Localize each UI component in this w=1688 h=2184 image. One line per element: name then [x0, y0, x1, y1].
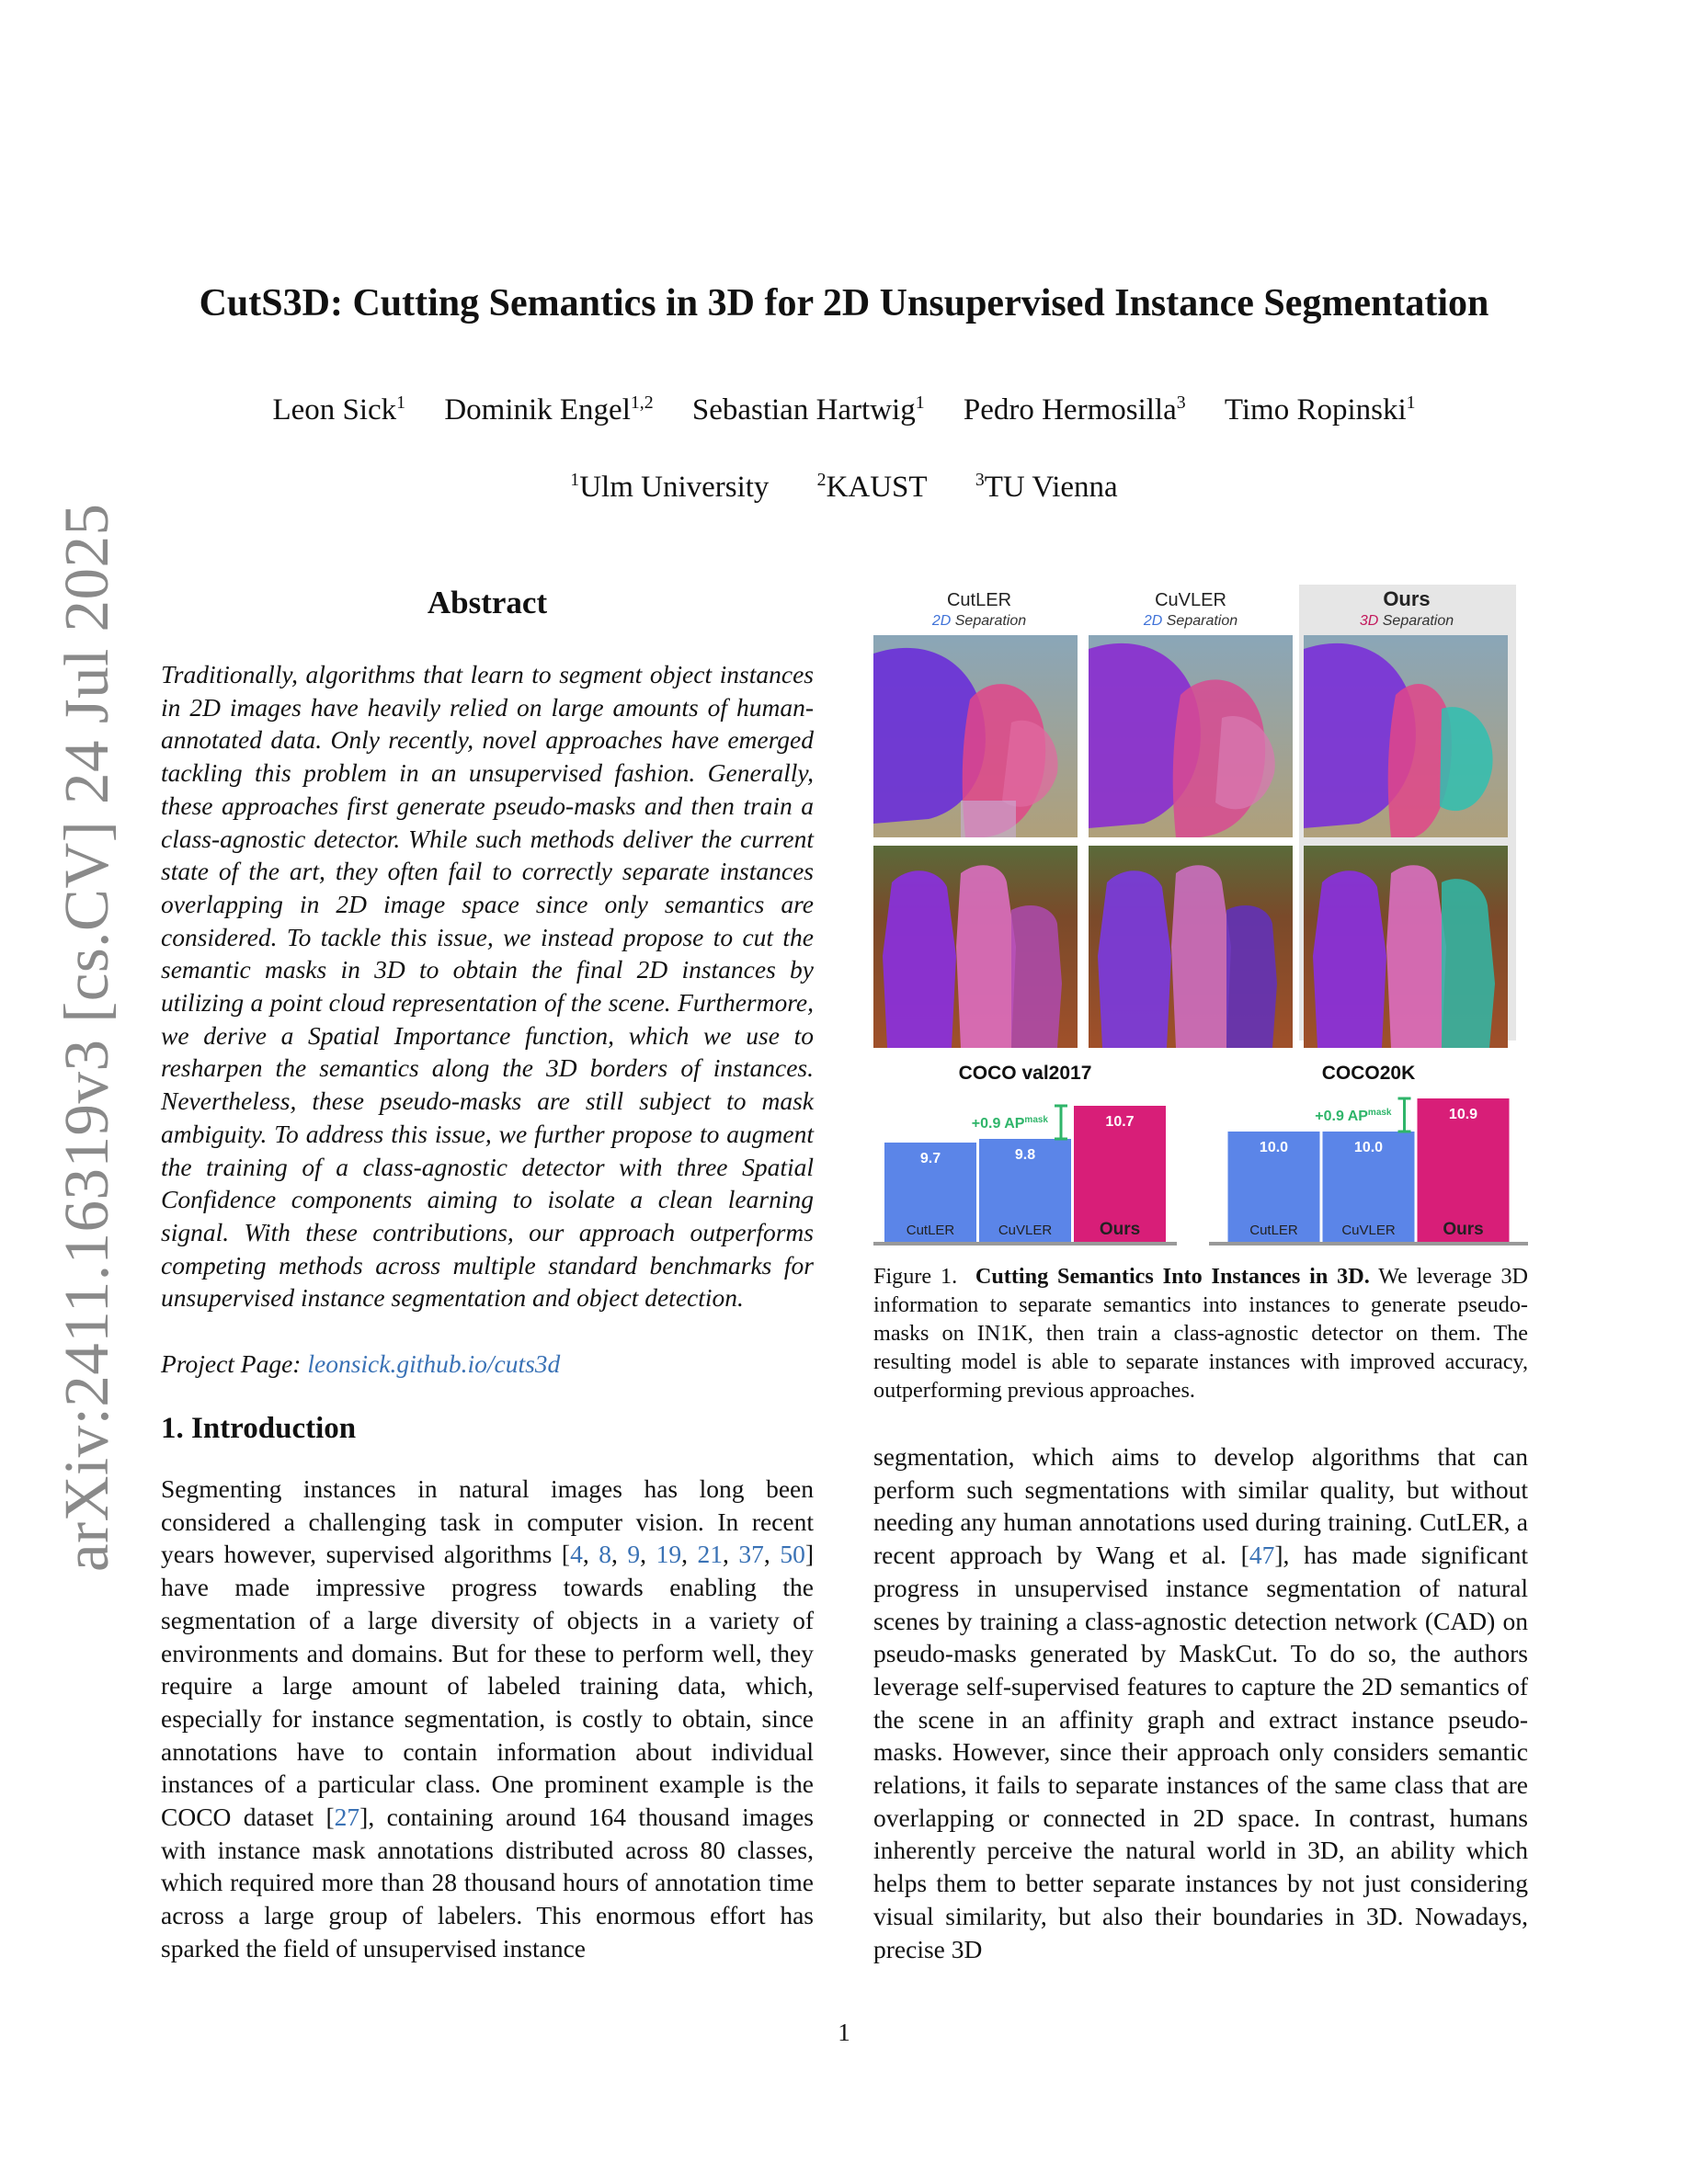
- citation-link[interactable]: 8: [599, 1540, 611, 1569]
- affiliation-list: [0, 471, 1688, 505]
- dim-label: 2D: [1143, 613, 1163, 629]
- author: Leon Sick$^1$: [272, 392, 406, 427]
- bar-category-label: CuVLER: [998, 1223, 1053, 1238]
- separation-label: Separation: [954, 613, 1027, 629]
- project-page-link[interactable]: leonsick.github.io/cuts3d: [307, 1349, 561, 1378]
- introduction-paragraph-continued: segmentation, which aims to develop algorithms that can perform such segmentations with similar quality, but without needing any human annotations used during training. CutLER, a recent approach by Wang et al. [47], has made significant progress in unsupervised instance segmentation of natural scenes by training a class-agnostic detection network (CAD) on pseudo-masks generated by MaskCut. To do so, the authors leverage self-supervised features to capture the 2D semantics of the scene in an affinity graph and extract instance pseudo-masks. However, since their approach only considers semantic relations, it fails to separate instances of the same class that are overlapping or connected in 2D space. In contrast, humans inherently perceive the natural world in 3D, an ability which helps them to better separate instances by not just considering visual similarity, but also their boundaries in 3D. Nowadays, precise 3D: [873, 1442, 1528, 1963]
- bar-value-label: 10.9: [1448, 1107, 1478, 1122]
- bar-chart: [873, 1063, 1177, 1244]
- citation-link[interactable]: 50: [780, 1540, 805, 1569]
- bar-category-label: CutLER: [1249, 1223, 1298, 1238]
- dim-label: 2D: [931, 613, 952, 629]
- difference-bracket: [1398, 1098, 1411, 1132]
- author: Timo Ropinski$^1$: [1224, 392, 1416, 427]
- introduction-paragraph: Segmenting instances in natural images has long been considered a challenging task in computer vision. In recent years however, supervised algorithms [4, 8, 9, 19, 21, 37, 50] have made impressive progress towards enabling the segmentation of a large diversity of objects in a variety of environments and domains. But for these to perform well, they require a large amount of labeled training data, which, especially for instance segmentation, is costly to obtain, since annotations have to contain information about individual instances of a particular class. One prominent example is the COCO dataset [27], containing around 164 thousand images with instance mask annotations distributed across 80 classes, which required more than 28 thousand hours of annotation time across a large group of labelers. This enormous effort has sparked the field of unsupervised instance: [161, 1474, 815, 1962]
- bar-value-label: 10.7: [1105, 1114, 1135, 1130]
- svg-text:2D Separation: [931, 613, 1026, 629]
- bar-value-label: 10.0: [1353, 1140, 1384, 1155]
- author-list: [0, 393, 1688, 427]
- separation-label: Separation: [1166, 613, 1238, 629]
- figure-caption: Figure 1. Cutting Semantics Into Instances in 3D. We leverage 3D information to separate semantics into instances to generate pseudo-masks on IN1K, then train a class-agnostic detector on them. The resulting model is able to separate instances with improved accuracy, outperforming previous approaches.: [873, 1264, 1529, 1403]
- chart-title: COCO val2017: [958, 1063, 1092, 1084]
- bar-value-label: 9.8: [1014, 1147, 1036, 1163]
- abstract-body: Traditionally, algorithms that learn to segment object instances in 2D images have heavily relied on large amounts of human-annotated data. Only recently, novel approaches have emerged tackling this problem in an unsupervised fashion. Generally, these approaches first generate pseudo-masks and then train a class-agnostic detector. While such methods deliver the current state of the art, they often fail to correctly separate instances overlapping in 2D image space since only semantics are considered. To tackle this issue, we instead propose to cut the semantic masks in 3D to obtain the final 2D instances by utilizing a point cloud representation of the scene. Furthermore, we derive a Spatial Importance function, which we use to resharpen the semantics along the 3D borders of instances. Nevertheless, these pseudo-masks are still subject to mask ambiguity. To address this issue, we further propose to augment the training of a class-agnostic detector with three Spatial Confidence components aiming to isolate a clean learning signal. With these contributions, our approach outperforms competing methods across multiple standard benchmarks for unsupervised instance segmentation and object detection.: [161, 660, 814, 1313]
- author: Pedro Hermosilla$^3$: [963, 392, 1186, 427]
- bar-value-label: 10.0: [1259, 1140, 1289, 1155]
- bar-category-label: Ours: [1443, 1220, 1484, 1239]
- citation-link[interactable]: 4: [570, 1540, 583, 1569]
- author: Sebastian Hartwig$^1$: [691, 392, 925, 427]
- bar-category-label: CuVLER: [1341, 1223, 1396, 1238]
- citation-link[interactable]: 47: [1249, 1541, 1275, 1570]
- figure-1: [873, 585, 1528, 1246]
- project-page-label: Project Page:: [161, 1349, 302, 1378]
- citation-link[interactable]: 37: [738, 1540, 764, 1569]
- improvement-annotation: +0.9 $AP^{mask}$: [1315, 1108, 1392, 1124]
- bar-chart: [1209, 1063, 1528, 1244]
- paper-title: CutS3D: Cutting Semantics in 3D for 2D Unsupervised Instance Segmentation: [199, 282, 1489, 324]
- project-page-line: [161, 1348, 814, 1381]
- annotation-superscript: mask: [1024, 1115, 1048, 1125]
- separation-label: Separation: [1382, 613, 1454, 629]
- image-row-horse: [873, 635, 1508, 837]
- chart-title: COCO20K: [1321, 1063, 1416, 1084]
- citation-link[interactable]: 27: [334, 1803, 360, 1832]
- affiliation: $^3$TU Vienna: [975, 470, 1118, 504]
- column-title-cuvler: CuVLER: [1155, 590, 1226, 610]
- bar-category-label: Ours: [1099, 1220, 1141, 1239]
- affiliation: $^2$KAUST: [816, 470, 928, 504]
- page-number: 1: [838, 2019, 850, 2046]
- author: Dominik Engel$^{1,2}$: [444, 392, 654, 427]
- annotation-superscript: mask: [1367, 1108, 1392, 1118]
- svg-text:2D Separation: [1143, 613, 1237, 629]
- dim-label: 3D: [1359, 613, 1379, 629]
- bar-category-label: CutLER: [906, 1223, 955, 1238]
- improvement-annotation: +0.9 $AP^{mask}$: [971, 1115, 1048, 1132]
- svg-text:3D Separation: [1360, 613, 1454, 629]
- affiliation: $^1$Ulm University: [570, 470, 770, 504]
- image-row-baseball: [873, 846, 1508, 1048]
- column-title-ours: Ours: [1383, 587, 1431, 610]
- difference-bracket: [1055, 1106, 1067, 1139]
- citation-link[interactable]: 9: [627, 1540, 641, 1569]
- column-title-cutler: CutLER: [946, 590, 1012, 610]
- section-heading-introduction: 1. Introduction: [161, 1412, 357, 1445]
- bar-value-label: 9.7: [919, 1151, 941, 1166]
- abstract-heading: Abstract: [427, 585, 548, 620]
- arxiv-identifier: arXiv:2411.16319v3 [cs.CV] 24 Jul 2025: [51, 503, 121, 1572]
- citation-link[interactable]: 21: [697, 1540, 723, 1569]
- citation-link[interactable]: 19: [656, 1540, 682, 1569]
- bar-charts: [873, 1063, 1528, 1244]
